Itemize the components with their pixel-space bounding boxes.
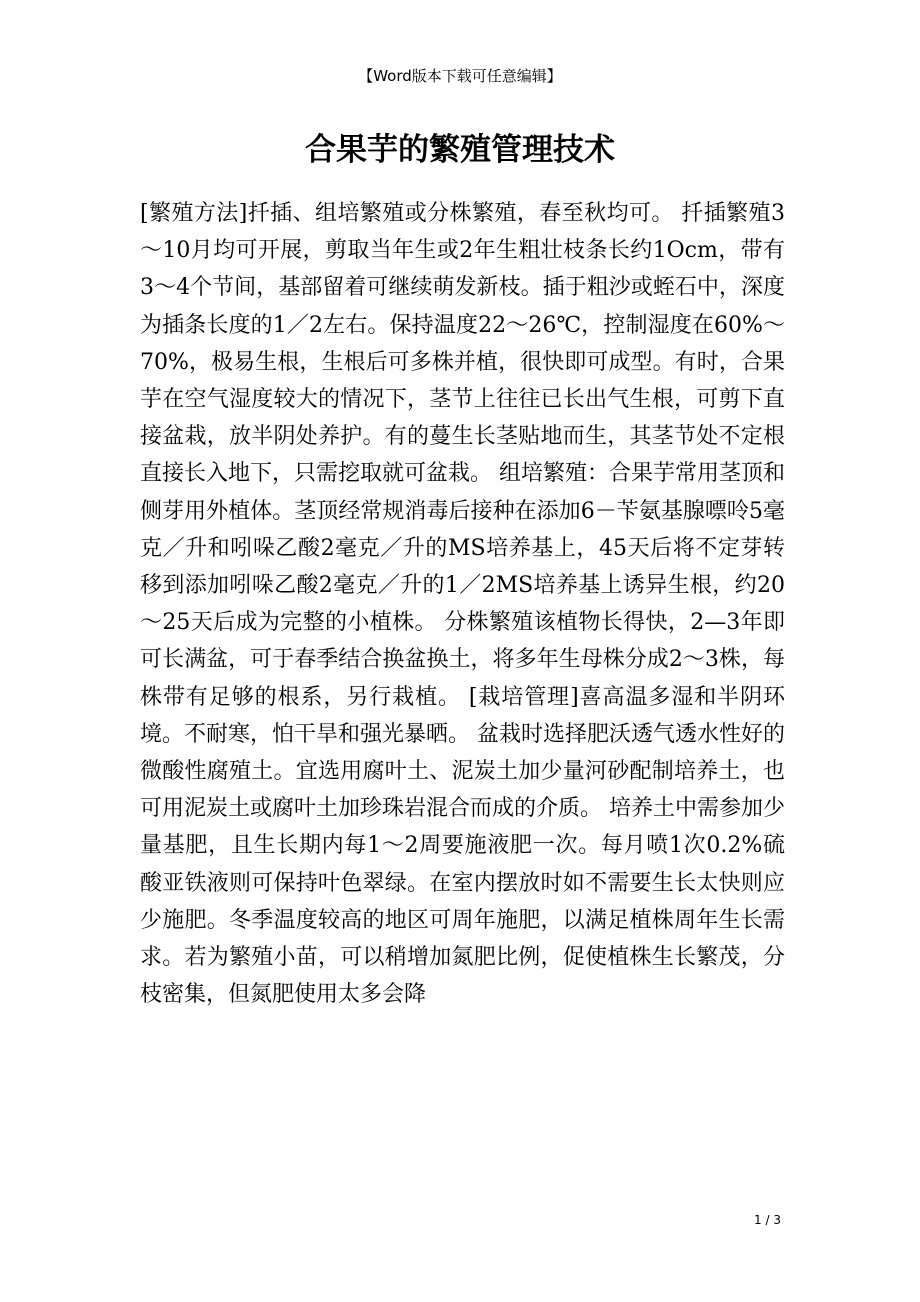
page-number: 1 / 3 <box>754 1213 781 1227</box>
document-body-text: [繁殖方法]扦插、组培繁殖或分株繁殖，春至秋均可。 扦插繁殖3～10月均可开展，剪取当年生或2年生粗壮枝条长约1Ocm，带有3～4个节间，基部留着可继续萌发新枝。插于粗沙或蛭石中，深度为插条长度的1／2左右。保持温度22～26℃，控制湿度在60%～70%，极易生根，生根后可多株并植，很快即可成型。有时，合果芋在空气湿度较大的情况下，茎节上往往已长出气生根，可剪下直接盆栽，放半阴处养护。有的蔓生长茎贴地而生，其茎节处不定根直接长入地下，只需挖取就可盆栽。 组培繁殖：合果芋常用茎顶和侧芽用外植体。茎顶经常规消毒后接种在添加6－苄氨基腺嘌呤5毫克／升和吲哚乙酸2毫克／升的MS培养基上，45天后将不定芽转移到添加吲哚乙酸2毫克／升的1／2MS培养基上诱异生根，约20～25天后成为完整的小植株。 分株繁殖该植物长得快，2—3年即可长满盆，可于春季结合换盆换土，将多年生母株分成2～3株，每株带有足够的根系，另行栽植。 [栽培管理]喜高温多湿和半阴环境。不耐寒，怕干旱和强光暴晒。 盆栽时选择肥沃透气透水性好的微酸性腐殖土。宜选用腐叶土、泥炭土加少量河砂配制培养土，也可用泥炭土或腐叶土加珍珠岩混合而成的介质。 培养土中需参加少量基肥，且生长期内每1～2周要施液肥一次。每月喷1次0.2%硫酸亚铁液则可保持叶色翠绿。在室内摆放时如不需要生长太快则应少施肥。冬季温度较高的地区可周年施肥，以满足植株周年生长需求。若为繁殖小苗，可以稍增加氮肥比例，促使植株生长繁茂，分枝密集，但氮肥使用太多会降 <box>140 201 785 1008</box>
download-note-header: 【Word版本下载可任意编辑】 <box>358 67 562 85</box>
document-title: 合果芋的繁殖管理技术 <box>305 132 615 168</box>
